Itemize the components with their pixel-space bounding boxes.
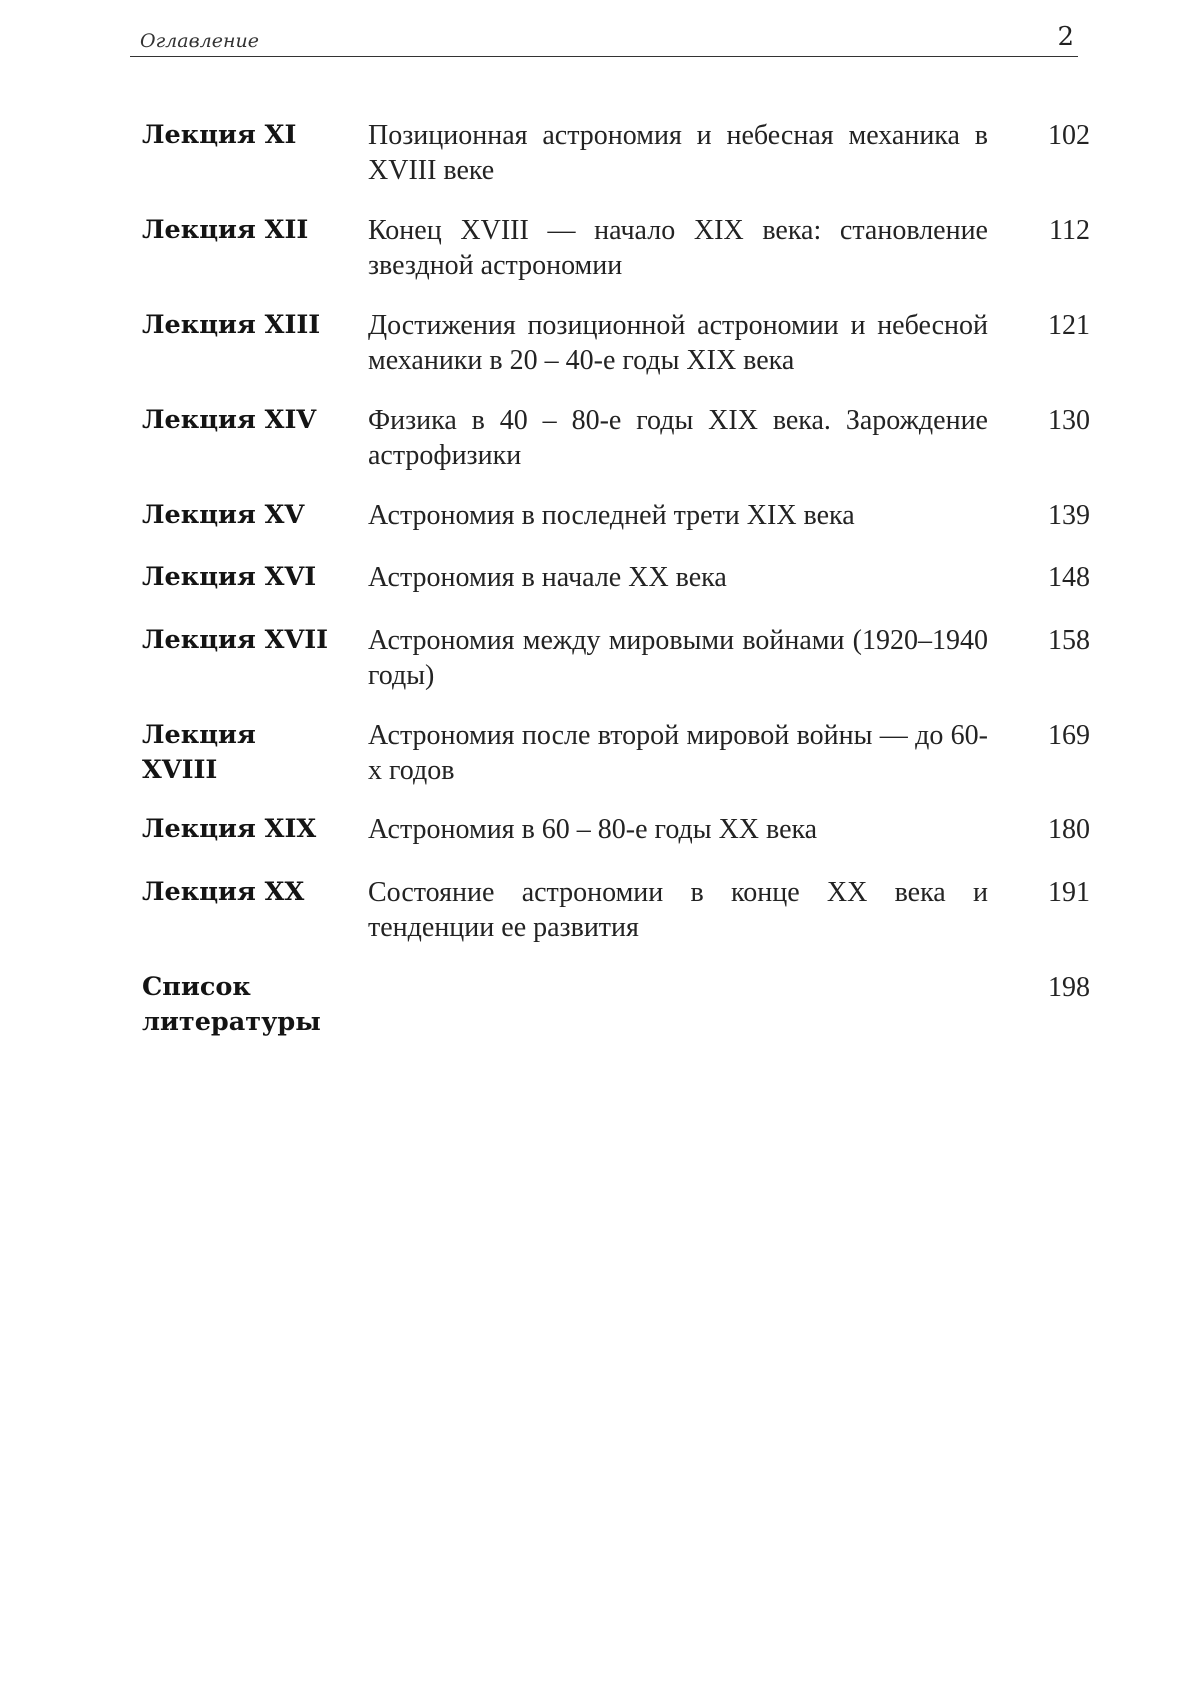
toc-entry-label: Лекция XV [142,500,305,530]
toc-entry-label: Список литературы [142,972,321,1037]
running-header-title: Оглавление [140,30,260,52]
toc-entry-label: Лекция XVI [142,562,317,592]
toc-entry-page: 102 [1048,120,1090,151]
toc-entry-page: 191 [1048,877,1090,908]
toc-entry-title: Достижения позиционной астрономии и небесной механики в 20 – 40-е годы XIX века [368,310,988,376]
toc-entry-title: Астрономия в 60 – 80-е годы XX века [368,814,818,845]
toc-entry-label: Лекция XIV [142,405,317,435]
toc-entry-title: Астрономия между мировыми войнами (1920–1940 годы) [368,625,988,691]
toc-entry-title: Позиционная астрономия и небесная механика в XVIII веке [368,120,988,186]
toc-entry-label: Лекция XIX [142,814,317,844]
toc-entry-title: Астрономия в последней трети XIX века [368,500,855,531]
toc-entry-label: Лекция XVII [142,625,329,655]
toc-entry-label: Лекция XX [142,877,305,907]
toc-entry-page: 139 [1048,500,1090,531]
toc-entry-page: 169 [1048,720,1090,751]
toc-entry-page: 148 [1048,562,1090,593]
toc-entry-label: Лекция XII [142,215,309,245]
toc-entry-title: Физика в 40 – 80-е годы XIX века. Зарождение астрофизики [368,405,988,471]
toc-entry-page: 158 [1048,625,1090,656]
toc-entry-page: 180 [1048,814,1090,845]
toc-entry-title: Астрономия после второй мировой войны — до 60-х годов [368,720,988,786]
toc-entry-page: 130 [1048,405,1090,436]
toc-entry-page: 198 [1048,972,1090,1003]
running-header-page-number: 2 [1057,22,1074,52]
toc-entry-title: Состояние астрономии в конце XX века и тенденции ее развития [368,877,988,943]
toc-entry-label: Лекция XVIII [142,720,256,785]
toc-entry-label: Лекция XIII [142,310,321,340]
toc-entry-label: Лекция XI [142,120,297,150]
toc-entry-page: 112 [1049,215,1090,246]
running-header [130,24,1078,57]
toc-entry-title: Конец XVIII — начало XIX века: становление звездной астрономии [368,215,988,281]
toc-entry-page: 121 [1048,310,1090,341]
toc-entry-title: Астрономия в начале XX века [368,562,727,593]
